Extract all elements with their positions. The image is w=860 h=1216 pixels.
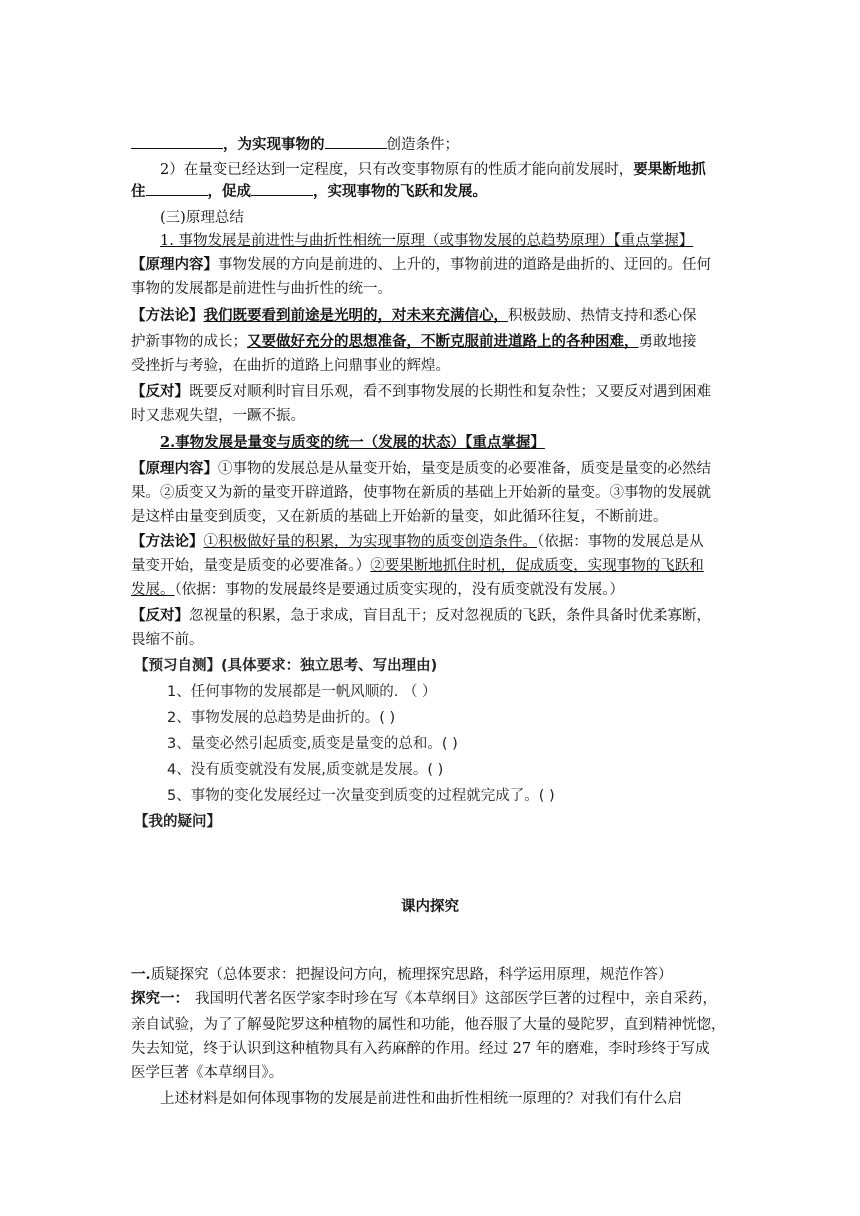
paragraph-line: 时又悲观失望，一蹶不振。 <box>131 408 305 424</box>
paragraph-line: 量变开始，量变是质变的必要准备。）②要果断地抓住时机，促成质变，实现事物的飞跃和 <box>131 558 704 574</box>
question-label: 【我的疑问】 <box>134 814 221 830</box>
paragraph-line: 【原理内容】①事物的发展总是从量变开始，量变是质变的必要准备，质变是量变的必然结 <box>131 460 711 477</box>
fill-line-1: ，为实现事物的 创造条件； <box>131 134 731 156</box>
paragraph-line: 失去知觉，终于认识到这种植物具有入药麻醉的作用。经过 27 年的磨难，李时珍终于写成 <box>131 1041 710 1057</box>
paragraph-line: 发展。（依据：事物的发展最终是要通过质变实现的，没有质变就没有发展。） <box>131 582 624 598</box>
paragraph-line: 上述材料是如何体现事物的发展是前进性和曲折性相统一原理的？对我们有什么启 <box>160 1091 682 1107</box>
paragraph-line: 【原理内容】事物发展的方向是前进的、上升的，事物前进的道路是曲折的、迂回的。任何 <box>131 256 711 273</box>
quiz-item[interactable]: 3、量变必然引起质变,质变是量变的总和。( ) <box>167 736 458 752</box>
section-heading: (三)原理总结 <box>160 210 244 226</box>
quiz-item[interactable]: 5、事物的变化发展经过一次量变到质变的过程就完成了。( ) <box>167 788 555 804</box>
paragraph-line: 医学巨著《本草纲目》。 <box>131 1065 284 1081</box>
paragraph-line: 【反对】既要反对顺利时盲目乐观，看不到事物发展的长期性和复杂性；又要反对遇到困难 <box>131 383 711 400</box>
explore-heading: 一.质疑探究（总体要求：把握设问方向，梳理探究思路，科学运用原理，规范作答） <box>131 966 673 983</box>
fill-line-2: 住 ，促成 ，实现事物的飞跃和发展。 <box>131 183 487 200</box>
blank[interactable] <box>131 134 223 149</box>
paragraph-line: 【方法论】我们既要看到前途是光明的，对未来充满信心，积极鼓励、热情支持和悉心保 <box>131 307 697 324</box>
quiz-heading: 【预习自测】(具体要求：独立思考、写出理由) <box>134 658 438 674</box>
blank[interactable] <box>251 181 313 196</box>
paragraph-line: 亲自试验，为了了解曼陀罗这种植物的属性和功能，他吞服了大量的曼陀罗，直到精神恍惚， <box>131 1017 726 1033</box>
blank[interactable] <box>146 181 208 196</box>
paragraph-line: 【反对】忽视量的积累，急于求成，盲目乱干；反对忽视质的飞跃，条件具备时优柔寡断， <box>131 607 711 624</box>
paragraph-line: 护新事物的成长；又要做好充分的思想准备，不断克服前进道路上的各种困难，勇敢地接 <box>131 333 697 350</box>
principle-1-title: 1. 事物发展是前进性与曲折性相统一原理（或事物发展的总趋势原理）【重点掌握】 <box>160 233 694 249</box>
paragraph-line: 受挫折与考验，在曲折的道路上问鼎事业的辉煌。 <box>131 358 450 374</box>
paragraph-line: 畏缩不前。 <box>131 632 204 648</box>
paragraph-line: 【方法论】①积极做好量的积累，为实现事物的质变创造条件。（依据：事物的发展总是从 <box>131 533 704 550</box>
quiz-item[interactable]: 2、事物发展的总趋势是曲折的。( ) <box>167 710 396 726</box>
quiz-item[interactable]: 4、没有质变就没有发展,质变就是发展。( ) <box>167 762 444 778</box>
paragraph-line: 事物的发展都是前进性与曲折性的统一。 <box>131 281 392 297</box>
blank[interactable] <box>325 134 387 149</box>
principle-2-title: 2.事物发展是量变与质变的统一（发展的状态）【重点掌握】 <box>160 434 545 451</box>
paragraph-line: 探究一： 我国明代著名医学家李时珍在写《本草纲目》这部医学巨著的过程中，亲自采药， <box>131 990 717 1007</box>
page-title: 课内探究 <box>401 898 459 915</box>
paragraph-line: 是这样由量变到质变，又在新质的基础上开始新的量变，如此循环往复，不断前进。 <box>131 509 668 525</box>
paragraph-line: 果。②质变又为新的量变开辟道路，使事物在新质的基础上开始新的量变。③事物的发展就 <box>131 485 711 501</box>
paragraph-line: 2）在量变已经达到一定程度，只有改变事物原有的性质才能向前发展时，要果断地抓 <box>160 161 706 178</box>
quiz-item[interactable]: 1、任何事物的发展都是一帆风顺的. （ ） <box>167 684 437 700</box>
